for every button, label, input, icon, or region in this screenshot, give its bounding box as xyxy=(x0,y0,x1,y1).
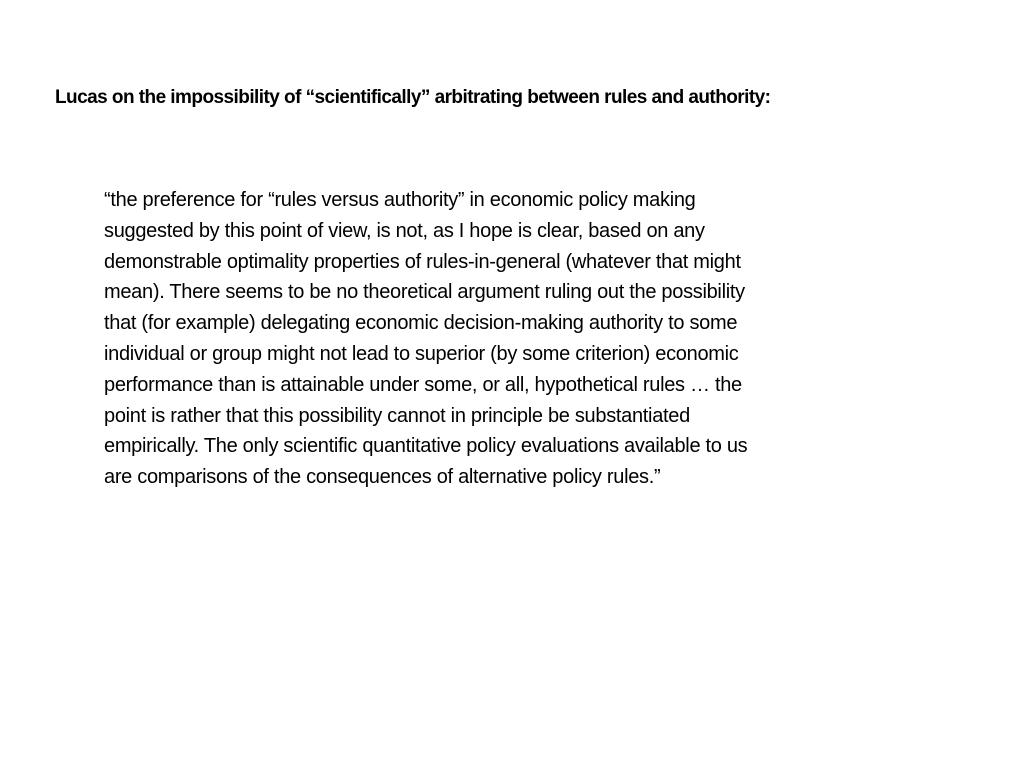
quote-line: point is rather that this possibility cannot in principle be substantiated xyxy=(104,404,690,427)
quote-line: are comparisons of the consequences of alternative policy rules.” xyxy=(104,466,661,489)
quote-line: suggested by this point of view, is not, as I hope is clear, based on any xyxy=(104,219,705,242)
slide-title: Lucas on the impossibility of “scientifically” arbitrating between rules and authority: xyxy=(55,87,771,108)
quote-block xyxy=(104,185,904,493)
quote-line: demonstrable optimality properties of rules-in-general (whatever that might xyxy=(104,250,741,273)
quote-line: mean). There seems to be no theoretical argument ruling out the possibility xyxy=(104,281,745,304)
quote-line: that (for example) delegating economic decision-making authority to some xyxy=(104,312,738,335)
quote-line: empirically. The only scientific quantitative policy evaluations available to us xyxy=(104,435,748,458)
quote-line: individual or group might not lead to superior (by some criterion) economic xyxy=(104,342,739,365)
quote-line: performance than is attainable under some, or all, hypothetical rules … the xyxy=(104,373,742,396)
quote-line: “the preference for “rules versus authority” in economic policy making xyxy=(104,189,696,211)
